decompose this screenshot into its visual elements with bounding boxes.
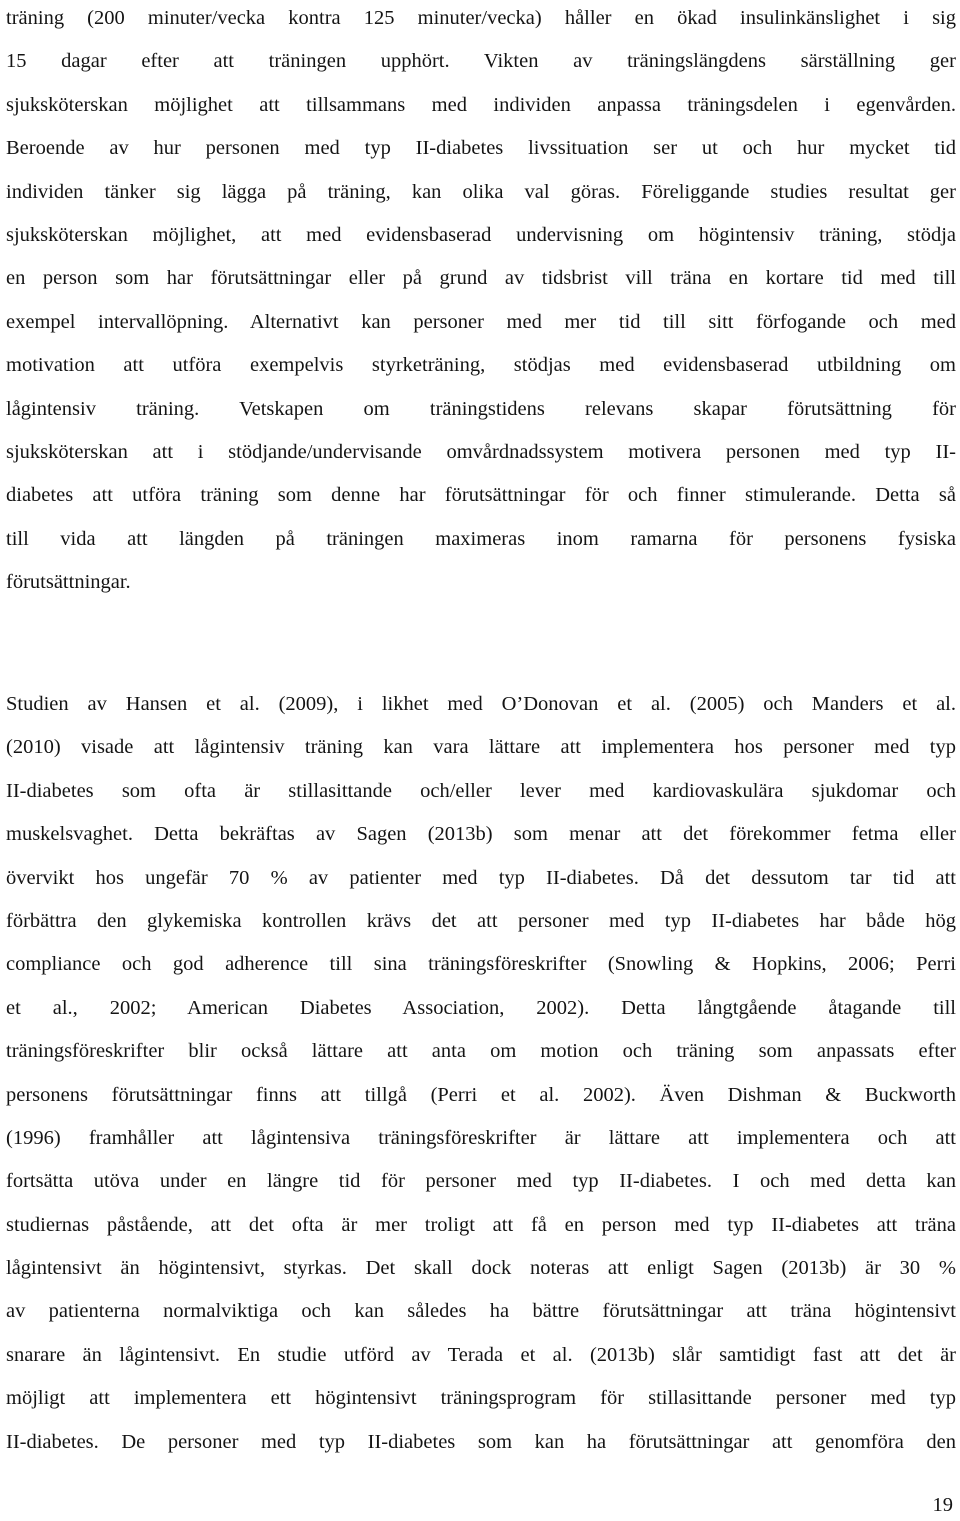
text-line: snarare än lågintensivt. En studie utförd av Terada et al. (2013b) slår samtidigt fast att det är: [6, 1343, 956, 1366]
text-line: 15 dagar efter att träningen upphört. Vikten av träningslängdens särställning ger: [6, 50, 956, 73]
text-line: sjuksköterskan möjlighet att tillsammans med individen anpassa träningsdelen i egenvården.: [6, 93, 956, 116]
text-line: Studien av Hansen et al. (2009), i likhet med O’Donovan et al. (2005) och Manders et al.: [6, 693, 956, 715]
text-line: lågintensiv träning. Vetskapen om träningstidens relevans skapar förutsättning för: [6, 397, 956, 420]
text-line: diabetes att utföra träning som denne har förutsättningar för och finner stimulerande. Detta så: [6, 484, 956, 507]
text-line: av patienterna normalviktiga och kan således ha bättre förutsättningar att träna högintensivt: [6, 1300, 956, 1323]
text-line: (2010) visade att lågintensiv träning kan vara lättare att implementera hos personer med typ: [6, 736, 956, 759]
text-line: förbättra den glykemiska kontrollen krävs det att personer med typ II-diabetes har både hög: [6, 909, 956, 932]
text-line: förutsättningar.: [6, 571, 131, 594]
text-line: en person som har förutsättningar eller på grund av tidsbrist vill träna en kortare tid med till: [6, 267, 956, 290]
text-line: compliance och god adherence till sina träningsföreskrifter (Snowling & Hopkins, 2006; Perri: [6, 953, 956, 976]
text-line: till vida att längden på träningen maximeras inom ramarna för personens fysiska: [6, 527, 956, 550]
text-line: övervikt hos ungefär 70 % av patienter med typ II-diabetes. Då det dessutom tar tid att: [6, 866, 956, 889]
text-line: individen tänker sig lägga på träning, kan olika val göras. Föreliggande studies resultat ger: [6, 180, 956, 203]
text-line: (1996) framhåller att lågintensiva träningsföreskrifter är lättare att implementera och att: [6, 1126, 956, 1149]
text-line: fortsätta utöva under en längre tid för personer med typ II-diabetes. I och med detta kan: [6, 1170, 956, 1193]
text-line: muskelsvaghet. Detta bekräftas av Sagen (2013b) som menar att det förekommer fetma eller: [6, 823, 956, 846]
text-line: II-diabetes. De personer med typ II-diabetes som kan ha förutsättningar att genomföra den: [6, 1430, 956, 1453]
text-line: personens förutsättningar finns att tillgå (Perri et al. 2002). Även Dishman & Buckworth: [6, 1083, 956, 1106]
text-line: möjligt att implementera ett högintensivt träningsprogram för stillasittande personer med typ: [6, 1387, 956, 1410]
page-number: 19: [932, 1494, 953, 1516]
text-line: sjuksköterskan möjlighet, att med evidensbaserad undervisning om högintensiv träning, stödja: [6, 223, 956, 246]
text-line: et al., 2002; American Diabetes Association, 2002). Detta långtgående åtagande till: [6, 996, 956, 1019]
text-line: lågintensivt än högintensivt, styrkas. Det skall dock noteras att enligt Sagen (2013b) är 30 %: [6, 1257, 956, 1280]
text-line: träningsföreskrifter blir också lättare att anta om motion och träning som anpassats efter: [6, 1040, 956, 1063]
paragraph-2: [6, 683, 956, 1464]
text-line: studiernas påstående, att det ofta är mer troligt att få en person med typ II-diabetes att träna: [6, 1213, 956, 1236]
text-line: II-diabetes som ofta är stillasittande och/eller lever med kardiovaskulära sjukdomar och: [6, 779, 956, 802]
text-line: exempel intervallöpning. Alternativt kan personer med mer tid till sitt förfogande och med: [6, 310, 956, 333]
paragraph-1: [6, 0, 956, 604]
text-line: träning (200 minuter/vecka kontra 125 minuter/vecka) håller en ökad insulinkänslighet i sig: [6, 7, 956, 29]
text-line: motivation att utföra exempelvis styrketräning, stödjas med evidensbaserad utbildning om: [6, 354, 956, 377]
text-line: sjuksköterskan att i stödjande/undervisande omvårdnadssystem motivera personen med typ II-: [6, 440, 956, 463]
text-line: Beroende av hur personen med typ II-diabetes livssituation ser ut och hur mycket tid: [6, 137, 956, 160]
